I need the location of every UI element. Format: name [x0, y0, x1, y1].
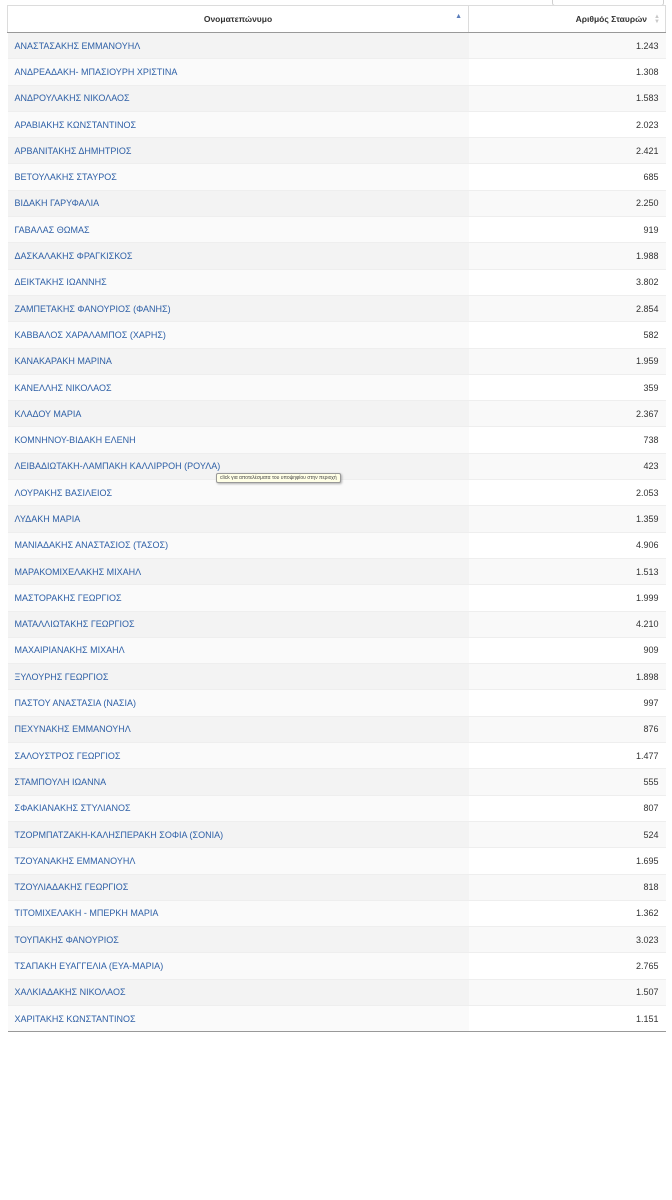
- table-header: [8, 6, 666, 33]
- candidate-name-link[interactable]: ΤΖΟΡΜΠΑΤΖΑΚΗ-ΚΑΛΗΣΠΕΡΑΚΗ ΣΟΦΙΑ (ΣΟΝΙΑ): [8, 821, 469, 847]
- candidate-votes: 1.308: [469, 59, 666, 85]
- candidate-name-link[interactable]: ΑΝΔΡΕΑΔΑΚΗ- ΜΠΑΣΙΟΥΡΗ ΧΡΙΣΤΙΝΑ: [8, 59, 469, 85]
- sort-ascending-icon: ▲: [455, 13, 462, 20]
- candidate-votes: 2.765: [469, 953, 666, 979]
- candidate-votes: 1.359: [469, 506, 666, 532]
- candidate-name-link[interactable]: ΜΑΡΑΚΟΜΙΧΕΛΑΚΗΣ ΜΙΧΑΗΛ: [8, 558, 469, 584]
- candidate-votes: 738: [469, 427, 666, 453]
- candidate-name-link[interactable]: ΤΖΟΥΑΝΑΚΗΣ ΕΜΜΑΝΟΥΗΛ: [8, 848, 469, 874]
- candidate-name-link[interactable]: ΖΑΜΠΕΤΑΚΗΣ ΦΑΝΟΥΡΙΟΣ (ΦΑΝΗΣ): [8, 295, 469, 321]
- candidate-votes: 2.250: [469, 190, 666, 216]
- candidate-name-link[interactable]: ΣΑΛΟΥΣΤΡΟΣ ΓΕΩΡΓΙΟΣ: [8, 743, 469, 769]
- candidate-name-link[interactable]: ΠΕΧΥΝΑΚΗΣ ΕΜΜΑΝΟΥΗΛ: [8, 716, 469, 742]
- candidate-votes: 1.507: [469, 979, 666, 1005]
- table-row[interactable]: [8, 716, 666, 742]
- table-row[interactable]: [8, 637, 666, 663]
- candidate-name-link[interactable]: ΤΣΑΠΑΚΗ ΕΥΑΓΓΕΛΙΑ (ΕΥΑ-ΜΑΡΙΑ): [8, 953, 469, 979]
- table-row[interactable]: [8, 690, 666, 716]
- candidate-name-link[interactable]: ΣΦΑΚΙΑΝΑΚΗΣ ΣΤΥΛΙΑΝΟΣ: [8, 795, 469, 821]
- candidate-name-link[interactable]: ΚΑΝΑΚΑΡΑΚΗ ΜΑΡΙΝΑ: [8, 348, 469, 374]
- table-row[interactable]: [8, 427, 666, 453]
- candidate-votes: 524: [469, 821, 666, 847]
- candidate-name-link[interactable]: ΤΖΟΥΛΙΑΔΑΚΗΣ ΓΕΩΡΓΙΟΣ: [8, 874, 469, 900]
- table-row[interactable]: [8, 217, 666, 243]
- candidate-votes: 1.477: [469, 743, 666, 769]
- candidate-votes: 359: [469, 374, 666, 400]
- candidate-name-link[interactable]: ΒΙΔΑΚΗ ΓΑΡΥΦΑΛΙΑ: [8, 190, 469, 216]
- candidate-name-link[interactable]: ΣΤΑΜΠΟΥΛΗ ΙΩΑΝΝΑ: [8, 769, 469, 795]
- candidate-votes: 1.513: [469, 558, 666, 584]
- candidate-name-link[interactable]: ΞΥΛΟΥΡΗΣ ΓΕΩΡΓΙΟΣ: [8, 664, 469, 690]
- candidate-name-link[interactable]: ΧΑΛΚΙΑΔΑΚΗΣ ΝΙΚΟΛΑΟΣ: [8, 979, 469, 1005]
- table-row[interactable]: [8, 979, 666, 1005]
- column-header-votes[interactable]: [469, 6, 666, 33]
- table-row[interactable]: [8, 927, 666, 953]
- candidate-name-link[interactable]: ΠΑΣΤΟΥ ΑΝΑΣΤΑΣΙΑ (ΝΑΣΙΑ): [8, 690, 469, 716]
- candidate-votes: 1.959: [469, 348, 666, 374]
- candidate-name-link[interactable]: ΧΑΡΙΤΑΚΗΣ ΚΩΝΣΤΑΝΤΙΝΟΣ: [8, 1005, 469, 1031]
- candidate-votes: 2.367: [469, 401, 666, 427]
- table-row[interactable]: [8, 900, 666, 926]
- table-row[interactable]: [8, 769, 666, 795]
- table-row[interactable]: [8, 348, 666, 374]
- candidate-votes: 1.243: [469, 33, 666, 59]
- table-row[interactable]: [8, 532, 666, 558]
- table-row[interactable]: [8, 85, 666, 111]
- candidate-votes: 1.999: [469, 585, 666, 611]
- candidate-votes: 423: [469, 453, 666, 479]
- candidate-votes: 919: [469, 217, 666, 243]
- candidate-votes: 2.023: [469, 111, 666, 137]
- table-row[interactable]: [8, 585, 666, 611]
- table-row[interactable]: [8, 322, 666, 348]
- candidate-name-link[interactable]: ΤΟΥΠΑΚΗΣ ΦΑΝΟΥΡΙΟΣ: [8, 927, 469, 953]
- candidate-name-link[interactable]: ΚΟΜΝΗΝΟΥ-ΒΙΔΑΚΗ ΕΛΕΝΗ: [8, 427, 469, 453]
- table-row[interactable]: [8, 821, 666, 847]
- candidate-votes: 807: [469, 795, 666, 821]
- table-row[interactable]: [8, 243, 666, 269]
- table-row[interactable]: [8, 558, 666, 584]
- table-row[interactable]: [8, 190, 666, 216]
- candidate-name-link[interactable]: ΑΡΑΒΙΑΚΗΣ ΚΩΝΣΤΑΝΤΙΝΟΣ: [8, 111, 469, 137]
- candidate-name-link[interactable]: ΜΑΤΑΛΛΙΩΤΑΚΗΣ ΓΕΩΡΓΙΟΣ: [8, 611, 469, 637]
- candidate-name-link[interactable]: ΛΥΔΑΚΗ ΜΑΡΙΑ: [8, 506, 469, 532]
- candidate-name-link[interactable]: ΛΟΥΡΑΚΗΣ ΒΑΣΙΛΕΙΟΣ: [8, 480, 469, 506]
- column-header-name-label: Ονοματεπώνυμο: [203, 14, 273, 24]
- candidate-votes: 4.906: [469, 532, 666, 558]
- candidate-name-link[interactable]: ΚΑΝΕΛΛΗΣ ΝΙΚΟΛΑΟΣ: [8, 374, 469, 400]
- table-row[interactable]: [8, 374, 666, 400]
- candidate-votes: 1.695: [469, 848, 666, 874]
- column-header-votes-label: Αριθμός Σταυρών: [575, 14, 647, 24]
- candidate-name-link[interactable]: ΜΑΧΑΙΡΙΑΝΑΚΗΣ ΜΙΧΑΗΛ: [8, 637, 469, 663]
- table-row[interactable]: [8, 874, 666, 900]
- candidates-table: [7, 5, 666, 1032]
- table-row[interactable]: [8, 743, 666, 769]
- candidate-votes: 876: [469, 716, 666, 742]
- candidate-name-link[interactable]: ΑΡΒΑΝΙΤΑΚΗΣ ΔΗΜΗΤΡΙΟΣ: [8, 138, 469, 164]
- table-row[interactable]: [8, 611, 666, 637]
- table-row[interactable]: [8, 269, 666, 295]
- candidate-votes: 1.583: [469, 85, 666, 111]
- candidate-name-link[interactable]: ΚΛΑΔΟΥ ΜΑΡΙΑ: [8, 401, 469, 427]
- candidate-name-link[interactable]: ΔΑΣΚΑΛΑΚΗΣ ΦΡΑΓΚΙΣΚΟΣ: [8, 243, 469, 269]
- candidate-votes: 909: [469, 637, 666, 663]
- candidate-votes: 4.210: [469, 611, 666, 637]
- table-row[interactable]: [8, 506, 666, 532]
- candidate-votes: 3.802: [469, 269, 666, 295]
- candidate-tooltip: click για αποτελέσματα του υποψηφίου στην περιοχή: [216, 473, 341, 483]
- table-row[interactable]: [8, 164, 666, 190]
- table-row[interactable]: [8, 59, 666, 85]
- candidate-name-link[interactable]: ΒΕΤΟΥΛΑΚΗΣ ΣΤΑΥΡΟΣ: [8, 164, 469, 190]
- candidate-name-link[interactable]: ΤΙΤΟΜΙΧΕΛΑΚΗ - ΜΠΕΡΚΗ ΜΑΡΙΑ: [8, 900, 469, 926]
- candidate-votes: 2.053: [469, 480, 666, 506]
- table-row[interactable]: [8, 295, 666, 321]
- candidate-name-link[interactable]: ΜΑΣΤΟΡΑΚΗΣ ΓΕΩΡΓΙΟΣ: [8, 585, 469, 611]
- candidate-votes: 1.898: [469, 664, 666, 690]
- table-row[interactable]: [8, 664, 666, 690]
- candidate-name-link[interactable]: ΓΑΒΑΛΑΣ ΘΩΜΑΣ: [8, 217, 469, 243]
- table-row[interactable]: [8, 795, 666, 821]
- table-row[interactable]: [8, 401, 666, 427]
- table-row[interactable]: [8, 953, 666, 979]
- column-header-name[interactable]: [8, 6, 469, 33]
- candidate-votes: 997: [469, 690, 666, 716]
- candidate-name-link[interactable]: ΑΝΑΣΤΑΣΑΚΗΣ ΕΜΜΑΝΟΥΗΛ: [8, 33, 469, 59]
- table-row[interactable]: [8, 33, 666, 59]
- candidate-name-link[interactable]: ΛΕΙΒΑΔΙΩΤΑΚΗ-ΛΑΜΠΑΚΗ ΚΑΛΛΙΡΡΟΗ (ΡΟΥΛΑ): [8, 453, 469, 479]
- table-body: [8, 33, 666, 1032]
- candidate-votes: 2.421: [469, 138, 666, 164]
- candidate-votes: 3.023: [469, 927, 666, 953]
- table-row[interactable]: [8, 138, 666, 164]
- candidate-votes: 2.854: [469, 295, 666, 321]
- candidate-votes: 1.151: [469, 1005, 666, 1031]
- candidate-votes: 582: [469, 322, 666, 348]
- candidate-votes: 1.362: [469, 900, 666, 926]
- table-row[interactable]: [8, 111, 666, 137]
- candidate-votes: 555: [469, 769, 666, 795]
- sort-both-icon: ▲ ▼: [654, 14, 660, 25]
- table-row[interactable]: [8, 480, 666, 506]
- candidate-votes: 1.988: [469, 243, 666, 269]
- candidate-name-link[interactable]: ΑΝΔΡΟΥΛΑΚΗΣ ΝΙΚΟΛΑΟΣ: [8, 85, 469, 111]
- candidate-name-link[interactable]: ΔΕΙΚΤΑΚΗΣ ΙΩΑΝΝΗΣ: [8, 269, 469, 295]
- candidate-votes: 685: [469, 164, 666, 190]
- candidate-votes: 818: [469, 874, 666, 900]
- table-row[interactable]: [8, 848, 666, 874]
- table-row[interactable]: [8, 1005, 666, 1031]
- candidate-name-link[interactable]: ΜΑΝΙΑΔΑΚΗΣ ΑΝΑΣΤΑΣΙΟΣ (ΤΑΣΟΣ): [8, 532, 469, 558]
- candidate-name-link[interactable]: ΚΑΒΒΑΛΟΣ ΧΑΡΑΛΑΜΠΟΣ (ΧΑΡΗΣ): [8, 322, 469, 348]
